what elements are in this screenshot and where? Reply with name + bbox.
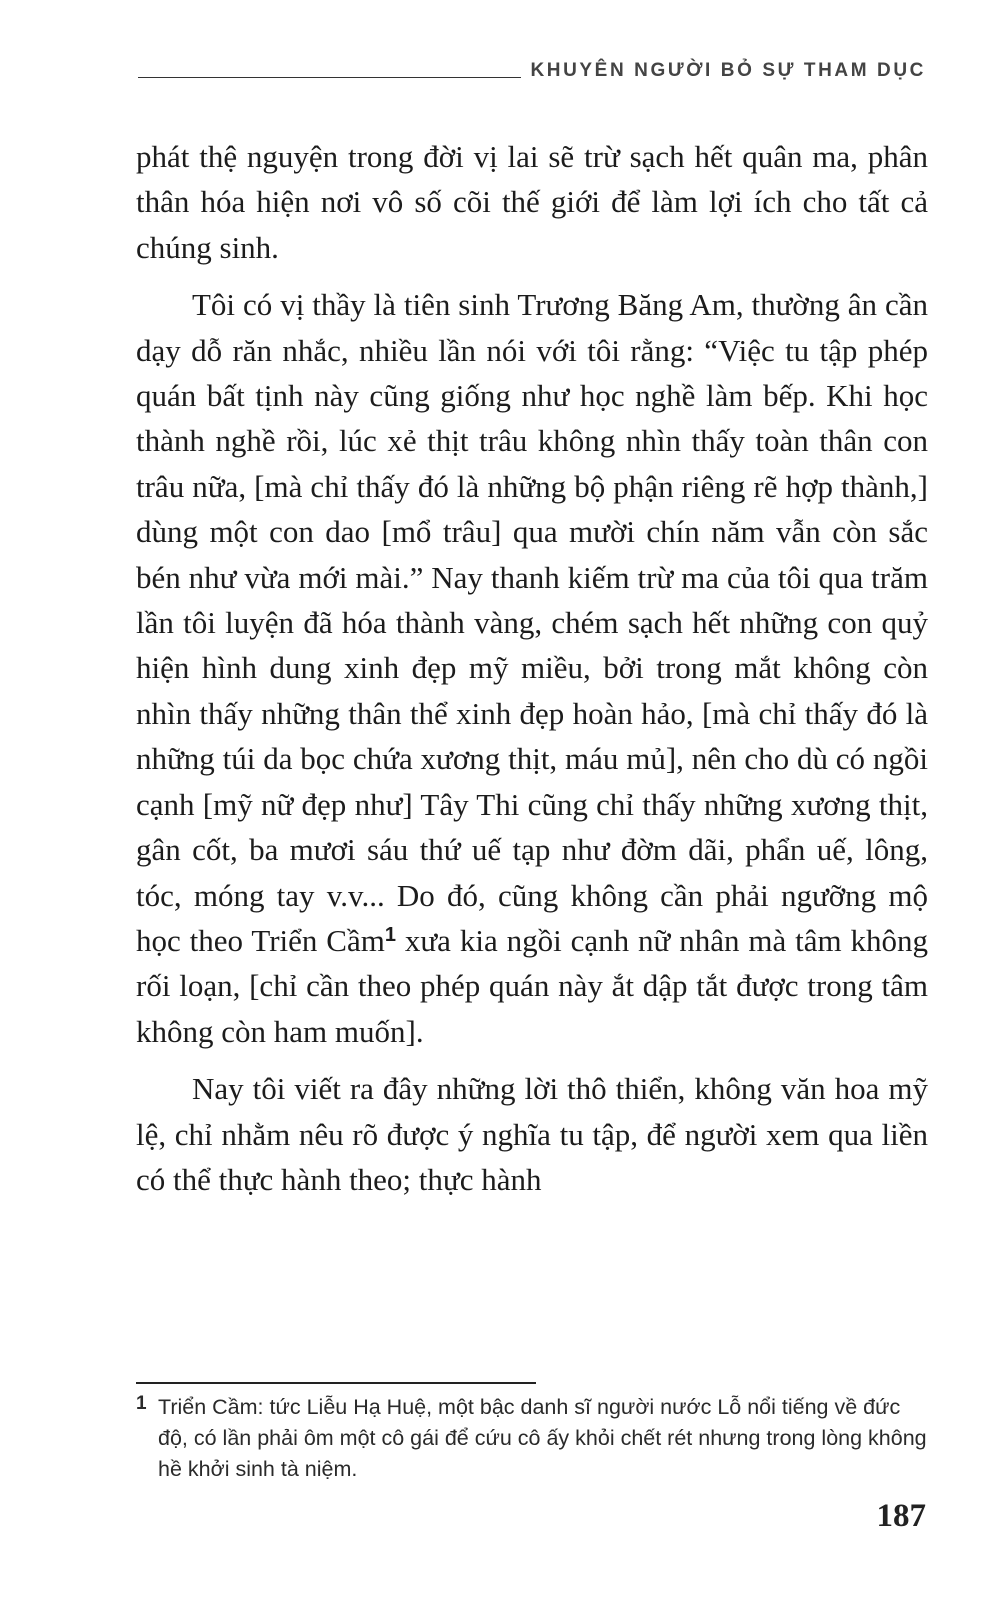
paragraph-3: Nay tôi viết ra đây những lời thô thiển, không văn hoa mỹ lệ, chỉ nhằm nêu rõ được ý nghĩa tu tập, để người xem qua liền có thể thực hành theo; thực hành [136, 1071, 928, 1197]
paragraph-2-text: Tôi có vị thầy là tiên sinh Trương Băng Am, thường ân cần dạy dỗ răn nhắc, nhiều lần nói với tôi rằng: “Việc tu tập phép quán bất tịnh này cũng giống như học nghề làm bếp. Khi học thành nghề rồi, lúc xẻ thịt trâu không nhìn thấy toàn thân con trâu nữa, [mà chỉ thấy đó là những bộ phận riêng rẽ hợp thành,] dùng một con dao [mổ trâu] qua mười chín năm vẫn còn sắc bén như vừa mới mài.” Nay thanh kiếm trừ ma của tôi qua trăm lần tôi luyện đã hóa thành vàng, chém sạch hết những con quỷ hiện hình dung xinh đẹp mỹ miều, bởi trong mắt không còn nhìn thấy những thân thể xinh đẹp hoàn hảo, [mà chỉ thấy đó là những túi da bọc chứa xương thịt, máu mủ], nên cho dù có ngồi cạnh [mỹ nữ đẹp như] Tây Thi cũng chỉ thấy những xương thịt, gân cốt, ba mươi sáu thứ uế tạp như đờm dãi, phẩn uế, lông, tóc, móng tay v.v... Do đó, cũng không cần phải ngưỡng mộ học theo Triển Cầm [136, 287, 928, 958]
paragraph-2-continuation: xưa kia ngồi cạnh nữ nhân mà tâm không rối loạn, [chỉ cần theo phép quán này ắt dập tắt được trong tâm không còn ham muốn]. [136, 922, 929, 1049]
footnote-marker: 1 [136, 1393, 147, 1414]
footnote-text: Triển Cầm: tức Liễu Hạ Huệ, một bậc danh sĩ người nước Lỗ nổi tiếng về đức độ, có lần phải ôm một cô gái để cứu cô ấy khỏi chết rét nhưng trong lòng không hề khởi sinh tà niệm. [158, 1395, 927, 1481]
footnote-rule [136, 1382, 536, 1384]
paragraph-2 [136, 282, 928, 1054]
footnote [136, 1392, 936, 1485]
body-text [136, 134, 928, 1202]
running-header-title: KHUYÊN NGƯỜI BỎ SỰ THAM DỤC [530, 60, 926, 81]
header-rule [138, 77, 521, 78]
paragraph-1: phát thệ nguyện trong đời vị lai sẽ trừ sạch hết quân ma, phân thân hóa hiện nơi vô số cõi thế giới để làm lợi ích cho tất cả chúng sinh. [136, 139, 928, 265]
page-number: 187 [876, 1498, 926, 1534]
footnote-reference: 1 [384, 923, 396, 946]
